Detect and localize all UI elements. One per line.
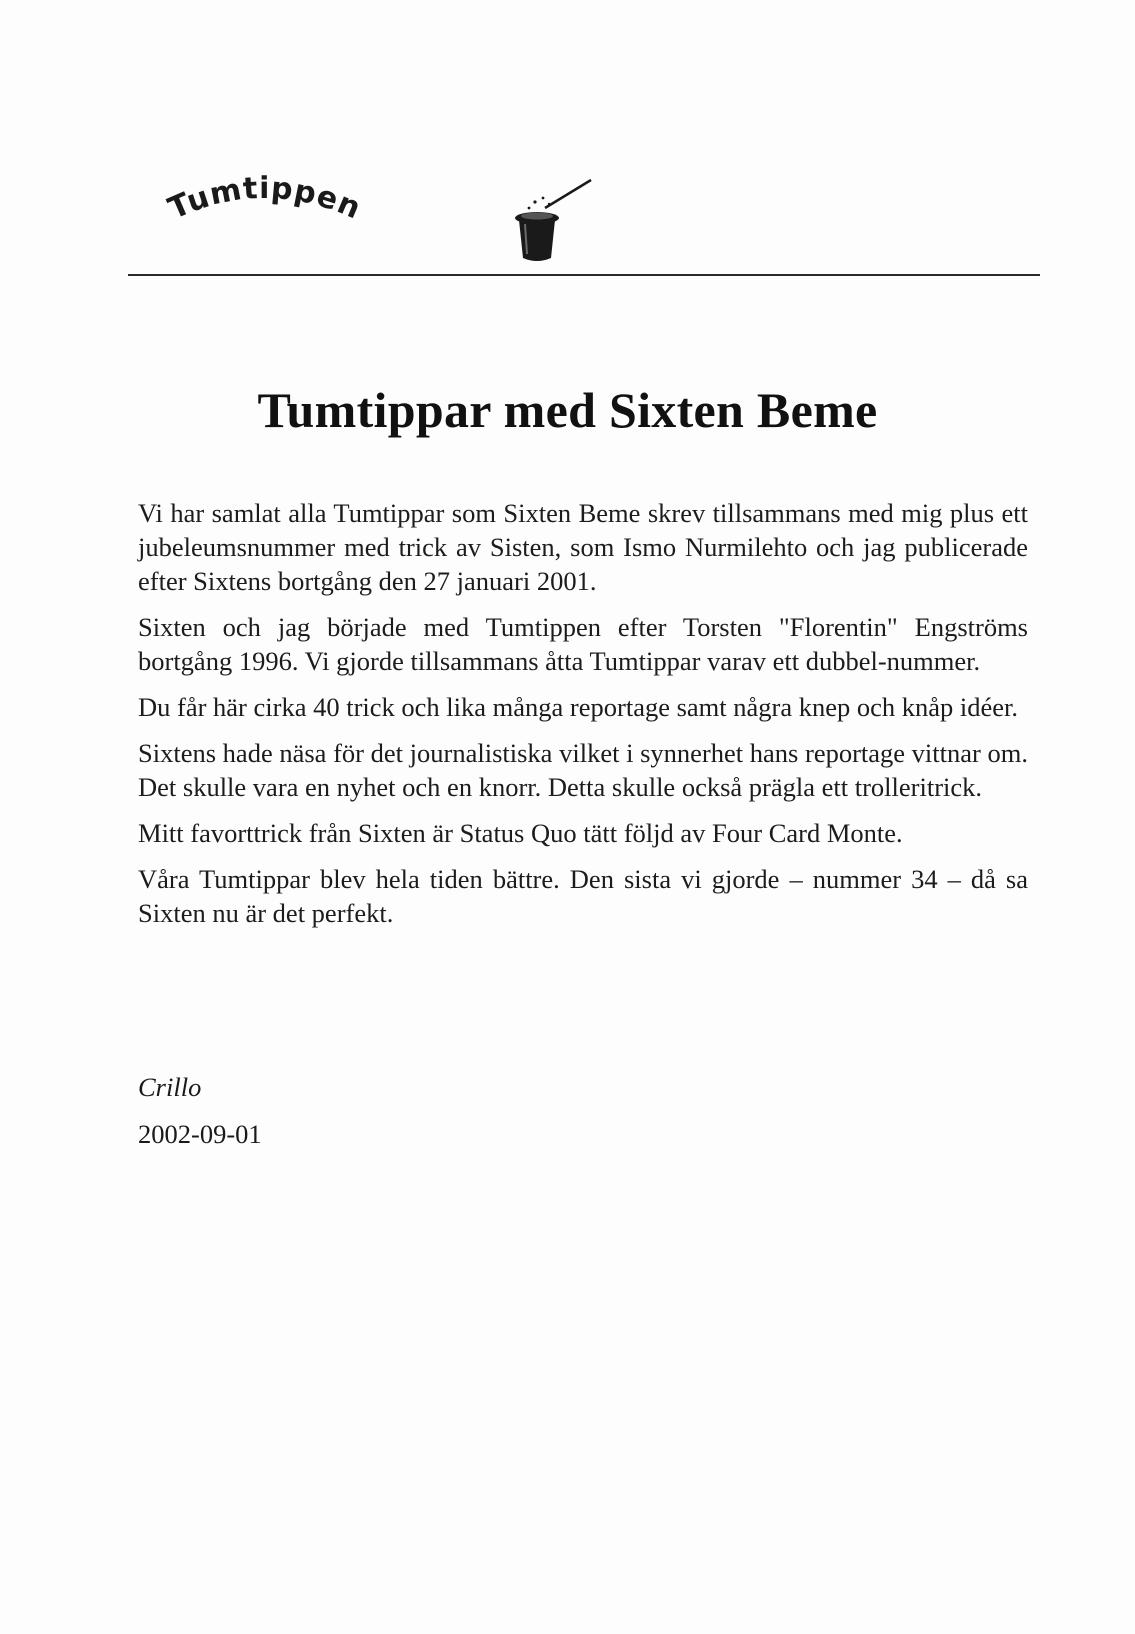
header-divider — [128, 274, 1040, 276]
paragraph-5: Mitt favorttrick från Sixten är Status Quo tätt följd av Four Card Monte. — [138, 818, 903, 848]
signature-name: Crillo — [138, 1072, 202, 1102]
paragraph-6: Våra Tumtippar blev hela tiden bättre. Den sista vi gjorde – nummer 34 – då sa Sixten nu är det perfekt. — [138, 864, 1028, 928]
paragraph-4: Sixtens hade näsa för det journalistiska vilket i synnerhet hans reportage vittnar om. Det skulle vara en nyhet och en knorr. Detta skulle också prägla ett trolleritrick. — [138, 738, 1028, 802]
page-title: Tumtippar med Sixten Beme — [257, 382, 878, 438]
body-text — [138, 496, 1028, 942]
paragraph-3: Du får här cirka 40 trick och lika många reportage samt några knep och knåp idéer. — [138, 692, 1019, 722]
magic-hat-icon — [505, 178, 595, 262]
paragraph-2: Sixten och jag började med Tumtippen efter Torsten "Florentin" Engströms bortgång 1996. Vi gjorde tillsammans åtta Tumtippar varav ett dubbel-nummer. — [138, 612, 1028, 676]
svg-text:Tumtippen — [163, 171, 366, 227]
paragraph-1: Vi har samlat alla Tumtippar som Sixten Beme skrev tillsammans med mig plus ett jubeleumsnummer med trick av Sisten, som Ismo Nurmilehto och jag publicerade efter Sixtens bortgång den 27 januari 2001. — [138, 498, 1028, 596]
tumtippen-logo — [150, 170, 380, 240]
logo-text: Tumtippen — [163, 170, 367, 227]
signature-date: 2002-09-01 — [138, 1119, 262, 1149]
